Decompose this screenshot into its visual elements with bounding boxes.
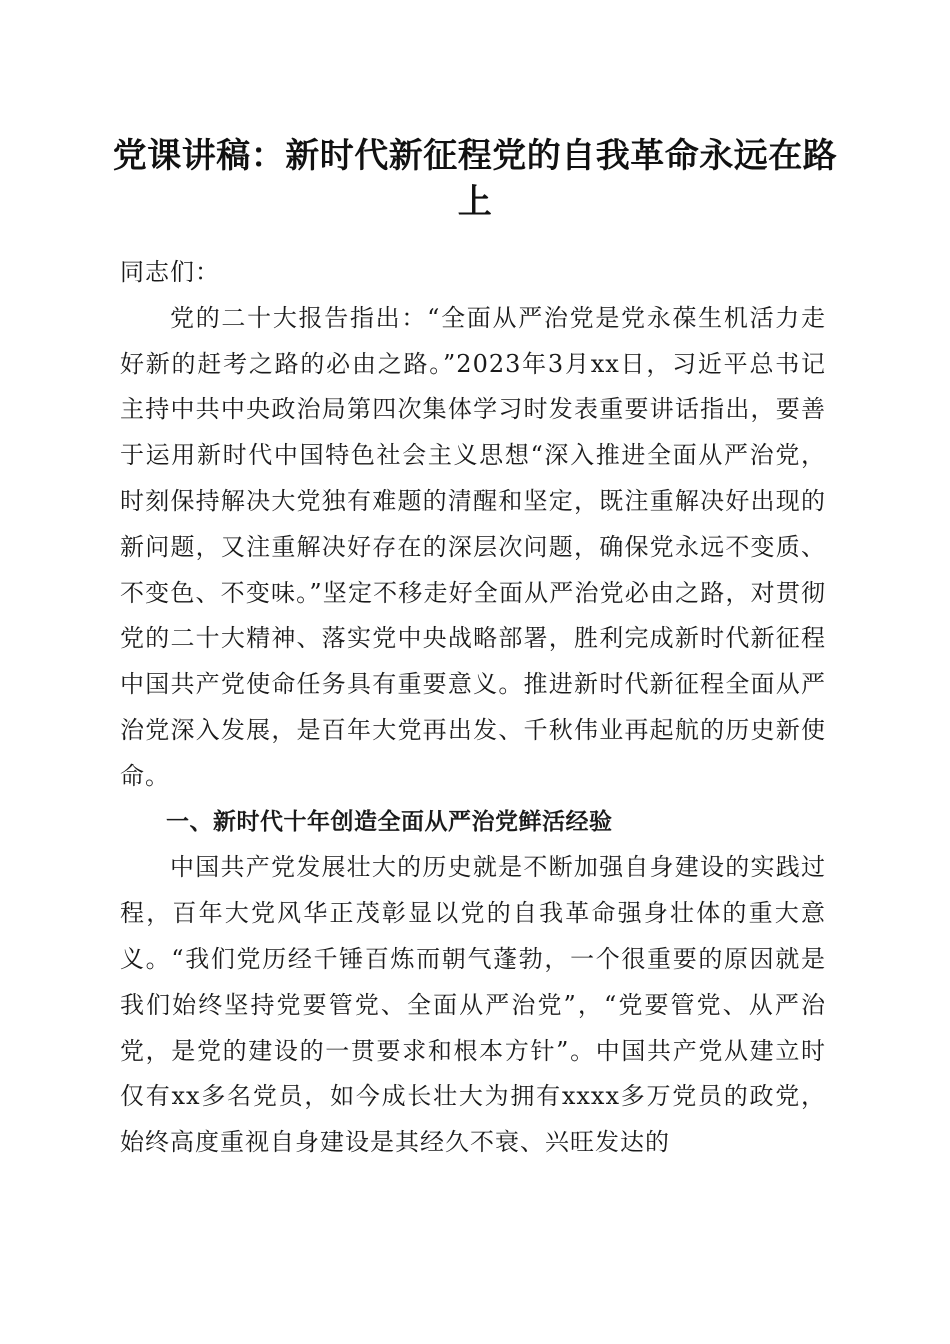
section-paragraph: 中国共产党发展壮大的历史就是不断加强自身建设的实践过程，百年大党风华正茂彰显以党的自我革命强身壮体的重大意义。“我们党历经千锤百炼而朝气蓬勃，一个很重要的原因就是我们始终坚持党要管党、全面从严治党”，“党要管党、从严治党，是党的建设的一贯要求和根本方针”。中国共产党从建立时仅有xx多名党员，如今成长壮大为拥有xxxx多万党员的政党，始终高度重视自身建设是其经久不衰、兴旺发达的	[120, 853, 826, 1157]
intro-paragraph: 党的二十大报告指出：“全面从严治党是党永葆生机活力走好新的赶考之路的必由之路。”2023年3月xx日，习近平总书记主持中共中央政治局第四次集体学习时发表重要讲话指出，要善于运用新时代中国特色社会主义思想“深入推进全面从严治党，时刻保持解决大党独有难题的清醒和坚定，既注重解决好出现的新问题，又注重解决好存在的深层次问题，确保党永远不变质、不变色、不变味。”坚定不移走好全面从严治党必由之路，对贯彻党的二十大精神、落实党中央战略部署，胜利完成新时代新征程中国共产党使命任务具有重要意义。推进新时代新征程全面从严治党深入发展，是百年大党再出发、千秋伟业再起航的历史新使命。	[120, 303, 826, 790]
document-title: 党课讲稿：新时代新征程党的自我革命永远在路上	[112, 136, 838, 222]
document-body	[120, 250, 826, 1166]
section-heading: 一、新时代十年创造全面从严治党鲜活经验	[166, 808, 613, 835]
salutation: 同志们：	[120, 258, 220, 286]
